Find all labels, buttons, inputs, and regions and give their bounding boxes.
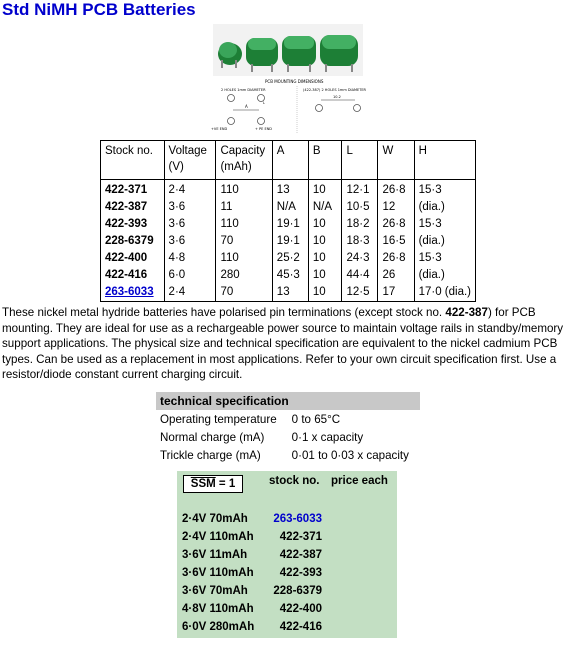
cell-w: 12 <box>378 199 414 216</box>
cell-a: 19·1 <box>272 216 308 233</box>
header-a: A <box>272 141 308 180</box>
order-row: 3·6V 70mAh 228-6379 <box>182 585 322 597</box>
cell-l: 12·1 <box>342 180 378 200</box>
diagram-ve-end: +VE END <box>211 127 228 131</box>
cell-b: 10 <box>308 267 342 284</box>
cell-a: 19·1 <box>272 233 308 250</box>
cell-voltage: 3·6 <box>164 233 216 250</box>
cell-l: 18·2 <box>342 216 378 233</box>
diagram-dim-l: L <box>263 101 265 105</box>
cell-stock: 422-400 <box>101 250 165 267</box>
header-stock: Stock no. <box>101 141 165 180</box>
cell-w: 26 <box>378 267 414 284</box>
diagram-title: PCB MOUNTING DIMENSIONS <box>265 79 324 84</box>
header-b: B <box>308 141 342 180</box>
cell-l: 12·5 <box>342 284 378 302</box>
cell-stock: 422-393 <box>101 216 165 233</box>
header-voltage: Voltage (V) <box>164 141 216 180</box>
cell-voltage: 2·4 <box>164 284 216 302</box>
cell-b: 10 <box>308 250 342 267</box>
product-description: These nickel metal hydride batteries have polarised pin terminations (except stock no. 422-387) for PCB mounting. They are ideal for use as a rechargeable power source to maintain voltage rails in standby/memory support applications. The physical size and technical specification are equivalent to the nickel cadmium PCB types. Can be used as a replacement in most applications. Refer to your own circuit specification first. Use a resistor/diode constant current charging circuit. <box>2 306 564 381</box>
cell-stock: 422-371 <box>101 180 165 200</box>
cell-l: 10·5 <box>342 199 378 216</box>
diagram-left-label: 2 HOLES 1mm DIAMETER <box>221 88 266 92</box>
spec-value: 0·1 x capacity <box>291 430 364 444</box>
order-row: 4·8V 110mAh 422-400 <box>182 603 322 615</box>
spec-row <box>156 410 420 428</box>
spec-value: 0·01 to 0·03 x capacity <box>291 448 409 462</box>
header-l: L <box>342 141 378 180</box>
cell-capacity: 110 <box>216 250 272 267</box>
cell-h: (dia.) <box>414 267 475 284</box>
col-stock-no: stock no. <box>269 475 320 487</box>
cell-w: 26·8 <box>378 216 414 233</box>
cell-a: 13 <box>272 180 308 200</box>
cell-stock: 228-6379 <box>101 233 165 250</box>
cell-w: 26·8 <box>378 250 414 267</box>
cell-l: 44·4 <box>342 267 378 284</box>
cell-h: 15·3 <box>414 216 475 233</box>
cell-b: 10 <box>308 284 342 302</box>
cell-w: 17 <box>378 284 414 302</box>
diagram-dim-a: A <box>245 104 248 109</box>
col-price-each: price each <box>331 475 388 487</box>
table-row <box>101 284 476 302</box>
page-title: Std NiMH PCB Batteries <box>2 0 196 19</box>
table-row <box>101 250 476 267</box>
cell-b: 10 <box>308 216 342 233</box>
cell-h: (dia.) <box>414 199 475 216</box>
diagram-pe-end: + PE END <box>255 127 273 131</box>
stock-link[interactable]: 263-6033 <box>273 513 322 525</box>
spec-row <box>156 428 420 446</box>
cell-b: 10 <box>308 233 342 250</box>
cell-b: N/A <box>308 199 342 216</box>
header-w: W <box>378 141 414 180</box>
cell-voltage: 3·6 <box>164 216 216 233</box>
cell-h: 17·0 (dia.) <box>414 284 475 302</box>
table-row <box>101 267 476 284</box>
cell-w: 16·5 <box>378 233 414 250</box>
spec-label: Operating temperature <box>160 412 277 426</box>
cell-voltage: 4·8 <box>164 250 216 267</box>
table-row <box>101 199 476 216</box>
spec-heading: technical specification <box>156 392 420 410</box>
spec-row <box>156 446 420 464</box>
cell-stock: 422-387 <box>101 199 165 216</box>
table-row <box>101 180 476 200</box>
battery-table <box>100 140 476 302</box>
cell-a: N/A <box>272 199 308 216</box>
cell-voltage: 6·0 <box>164 267 216 284</box>
cell-l: 18·3 <box>342 233 378 250</box>
spec-label: Normal charge (mA) <box>160 430 265 444</box>
cell-l: 24·3 <box>342 250 378 267</box>
cell-b: 10 <box>308 180 342 200</box>
order-row: 3·6V 110mAh 422-393 <box>182 567 322 579</box>
cell-capacity: 280 <box>216 267 272 284</box>
table-header-row <box>101 141 476 180</box>
cell-capacity: 11 <box>216 199 272 216</box>
cell-a: 25·2 <box>272 250 308 267</box>
diagram-dim-r: 10.2 <box>333 95 341 99</box>
cell-a: 45·3 <box>272 267 308 284</box>
cell-w: 26·8 <box>378 180 414 200</box>
spec-label: Trickle charge (mA) <box>160 448 261 462</box>
table-row <box>101 216 476 233</box>
stock-link[interactable]: 263-6033 <box>101 284 165 302</box>
header-h: H <box>414 141 475 180</box>
cell-capacity: 110 <box>216 180 272 200</box>
order-row: 3·6V 11mAh 422-387 <box>182 549 322 561</box>
ordering-panel <box>177 471 397 638</box>
cell-h: (dia.) <box>414 233 475 250</box>
cell-capacity: 70 <box>216 233 272 250</box>
cell-a: 13 <box>272 284 308 302</box>
cell-capacity: 70 <box>216 284 272 302</box>
battery-photo <box>213 24 363 76</box>
cell-capacity: 110 <box>216 216 272 233</box>
description-stock-ref: 422-387 <box>445 306 488 319</box>
ssm-badge: $\overline{SSM} = 1$ <box>183 475 243 493</box>
cell-voltage: 3·6 <box>164 199 216 216</box>
pcb-mounting-diagram <box>207 78 379 136</box>
spec-value: 0 to 65°C <box>291 412 341 426</box>
order-row: 2·4V 70mAh 263-6033 <box>182 513 322 525</box>
cell-h: 15·3 <box>414 180 475 200</box>
order-row: 6·0V 280mAh 422-416 <box>182 621 322 633</box>
technical-spec-table <box>156 392 420 464</box>
order-row: 2·4V 110mAh 422-371 <box>182 531 322 543</box>
header-capacity: Capacity (mAh) <box>216 141 272 180</box>
diagram-right-label: (422-387) 2 HOLES 1mm DIAMETER <box>303 88 366 92</box>
cell-stock: 422-416 <box>101 267 165 284</box>
table-row <box>101 233 476 250</box>
cell-h: 15·3 <box>414 250 475 267</box>
cell-voltage: 2·4 <box>164 180 216 200</box>
